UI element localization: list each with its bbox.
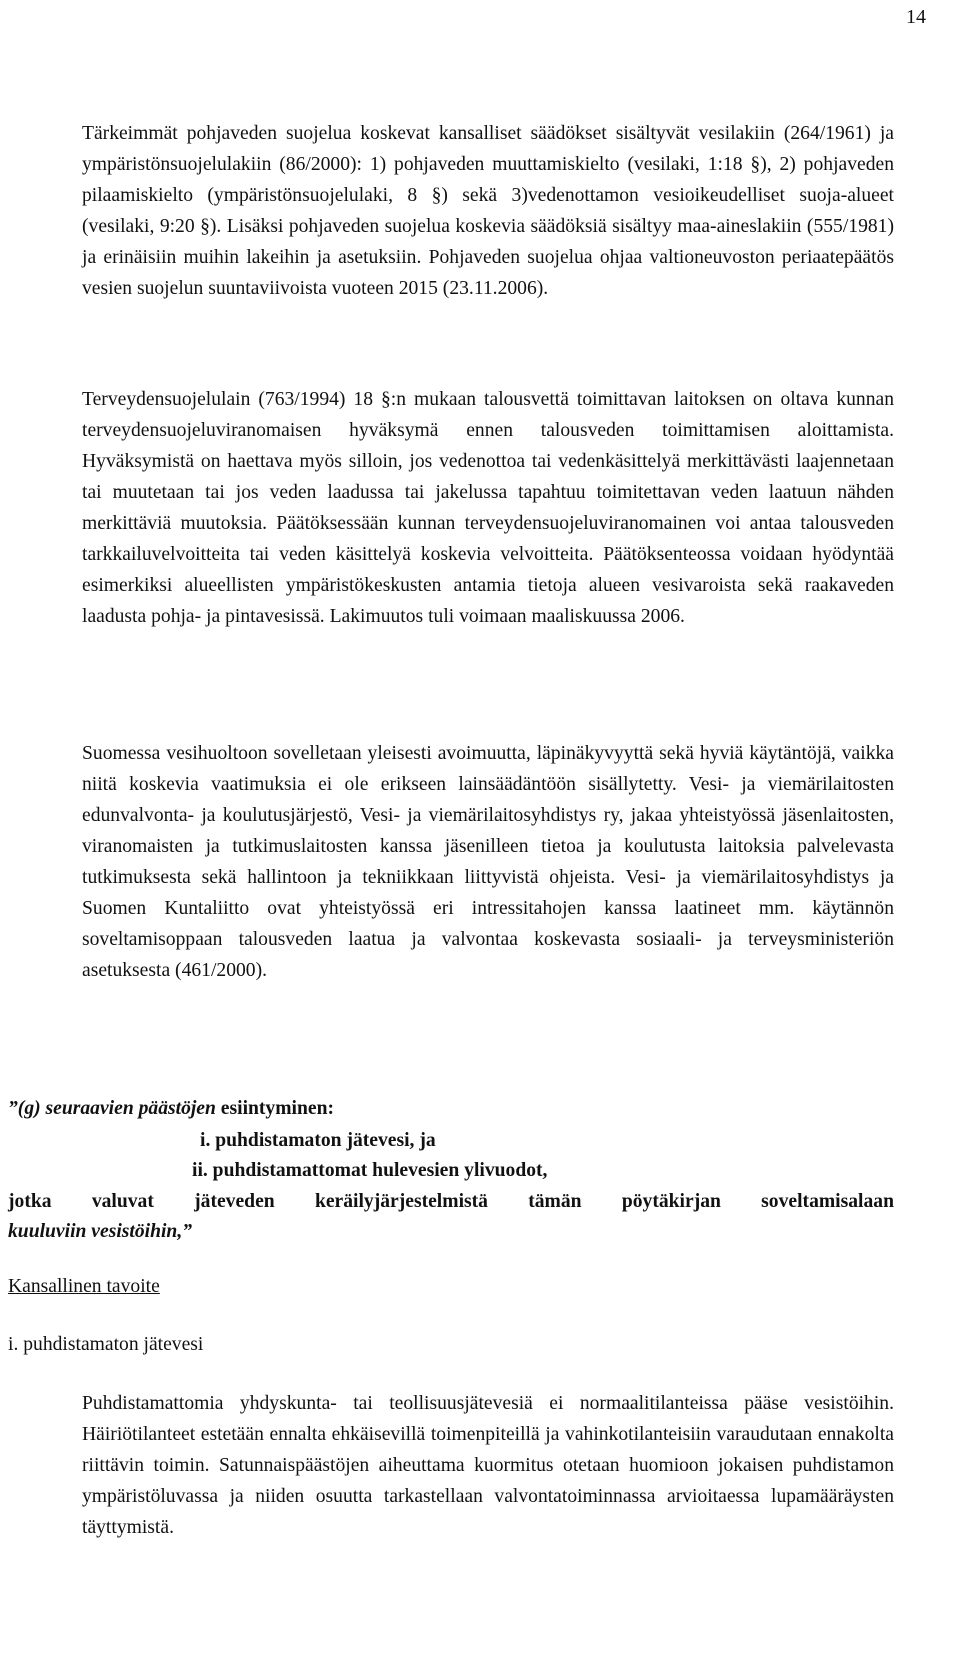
paragraph-untreated-wastewater: Puhdistamattomia yhdyskunta- tai teollisuusjätevesiä ei normaalitilanteissa pääse vesistöihin. Häiriötilanteet estetään ennalta ehkäisevillä toimenpiteillä ja vahinkotilanteisiin varaudutaan ennakolta riittävin toimin. Satunnaispäästöjen aiheuttama kuormitus otetaan huomioon jokaisen puhdistamon ympäristöluvassa ja niiden osuutta tarkastellaan valvontatoiminnassa arvioitaessa lupamääräysten täyttymistä. (82, 1393, 894, 1538)
paragraph-health-protection-act: Terveydensuojelulain (763/1994) 18 §:n mukaan talousvettä toimittavan laitoksen on oltava kunnan terveydensuojeluviranomaisen hyväksymä ennen talousveden toimittamisen aloittamista. Hyväksymistä on haettava myös silloin, jos vedenottoa tai vedenkäsittelyä merkittävästi laajennetaan tai muutetaan tai jos veden laadussa tai jakelussa tapahtuu toimitettavan veden laatuun nähden merkittäviä muutoksia. Päätöksessään kunnan terveydensuojeluviranomainen voi antaa talousveden tarkkailuvelvoitteita tai veden käsittelyä koskevia velvoitteita. Päätöksenteossa voidaan hyödyntää esimerkiksi alueellisten ympäristökeskusten antamia tietoja alueen vesivaroista sekä raakaveden laadusta pohja- ja pintavesissä. Lakimuutos tuli voimaan maaliskuussa 2006. (82, 389, 894, 627)
section-g-heading-italic: ”(g) seuraavien päästöjen (8, 1098, 216, 1119)
page-number: 14 (906, 6, 926, 28)
paragraph-water-services-practices: Suomessa vesihuoltoon sovelletaan yleisesti avoimuutta, läpinäkyvyyttä sekä hyviä käytäntöjä, vaikka niitä koskevia vaatimuksia ei ole erikseen lainsäädäntöön sisällytetty. Vesi- ja viemärilaitosten edunvalvonta- ja koulutusjärjestö, Vesi- ja viemärilaitosyhdistys ry, jakaa yhteistyössä jäsenlaitosten, viranomaisten ja tutkimuslaitosten kanssa jäsenilleen tietoa ja koulutusta laitoksia palvelevasta tutkimuksesta sekä hallintoon ja tekniikkaan liittyvistä ohjeista. Vesi- ja viemärilaitosyhdistys ja Suomen Kuntaliitto ovat yhteistyössä eri intressitahojen kanssa laatineet mm. käytännön soveltamisoppaan talousveden laatua ja valvontaa koskevasta sosiaali- ja terveysministeriön asetuksesta (461/2000). (82, 743, 894, 981)
untreated-wastewater-heading: i. puhdistamaton jätevesi (8, 1334, 204, 1355)
section-g-item-ii: ii. puhdistamattomat hulevesien ylivuodot, (192, 1160, 548, 1181)
section-g-tail-line1: jotka valuvat jäteveden keräilyjärjestelmistä tämän pöytäkirjan soveltamisalaan (8, 1191, 894, 1212)
national-target-heading: Kansallinen tavoite (8, 1276, 160, 1297)
section-g-item-i: i. puhdistamaton jätevesi, ja (200, 1130, 436, 1151)
section-g-heading (8, 1094, 908, 1124)
section-g-tail-line2: kuuluviin vesistöihin,” (8, 1221, 193, 1242)
section-g-heading-rest: esiintyminen: (215, 1098, 335, 1119)
paragraph-groundwater-legislation: Tärkeimmät pohjaveden suojelua koskevat kansalliset säädökset sisältyvät vesilakiin (264/1961) ja ympäristönsuojelulakiin (86/2000): 1) pohjaveden muuttamiskielto (vesilaki, 1:18 §), 2) pohjaveden pilaamiskielto (ympäristönsuojelulaki, 8 §) sekä 3)vedenottamon vesioikeudelliset suoja-alueet (vesilaki, 9:20 §). Lisäksi pohjaveden suojelua koskevia säädöksiä sisältyy maa-aineslakiin (555/1981) ja erinäisiin muihin lakeihin ja asetuksiin. Pohjaveden suojelua ohjaa valtioneuvoston periaatepäätös vesien suojelun suuntaviivoista vuoteen 2015 (23.11.2006). (82, 123, 894, 299)
